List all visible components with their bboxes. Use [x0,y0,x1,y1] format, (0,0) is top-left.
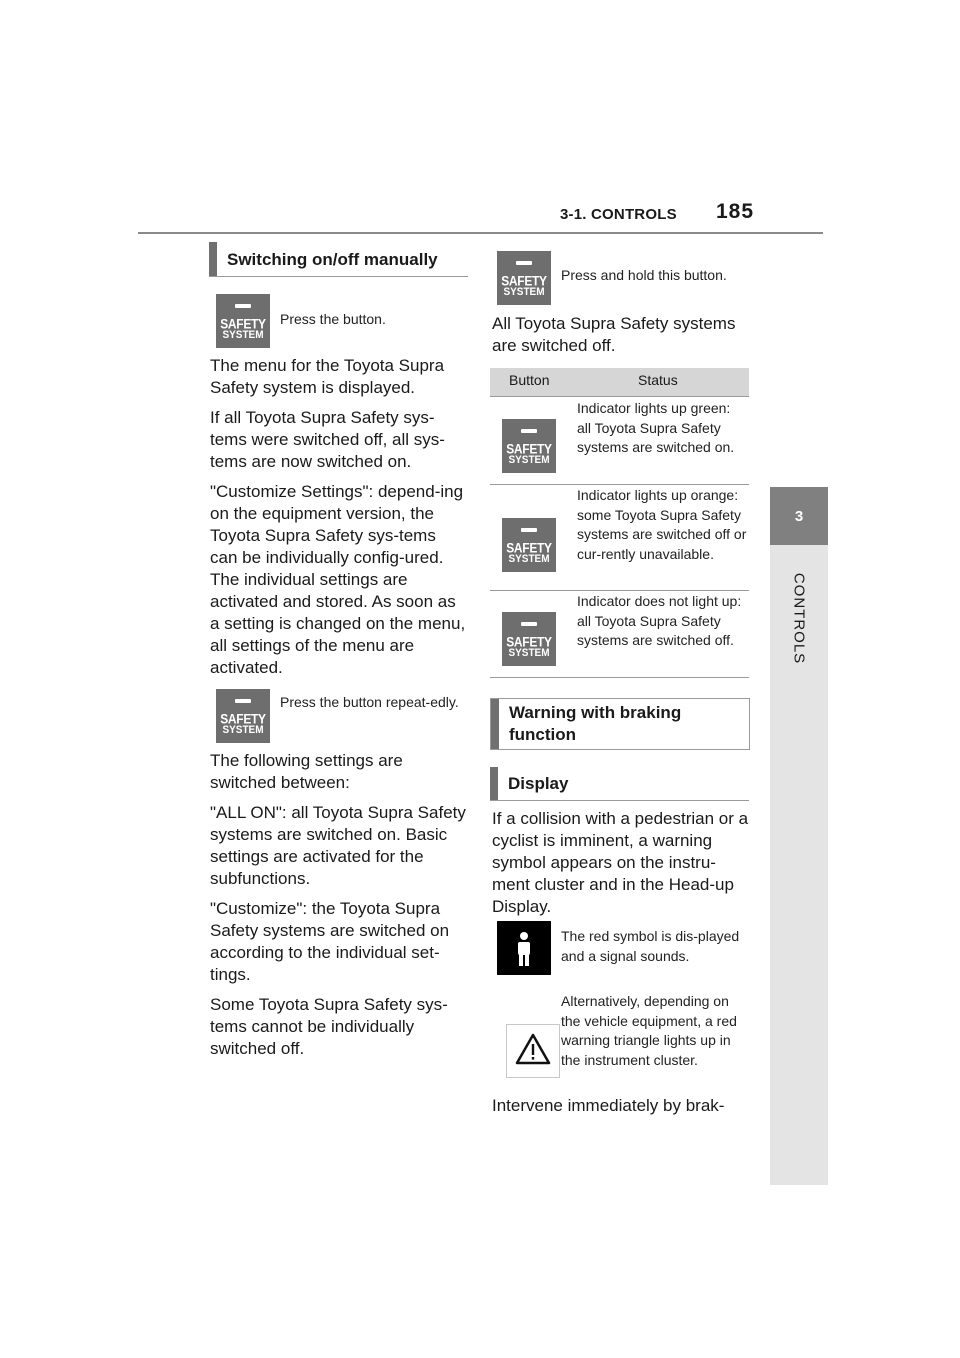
indicator-dash [516,261,532,265]
pedestrian-glyph [497,921,551,975]
icon-text-line2: SYSTEM [222,724,264,737]
chapter-tab: 3 [770,487,828,545]
status-table-header [490,368,749,397]
column-header-button: Button [509,372,550,388]
heading-switching-manually [209,242,468,277]
status-text: Indicator does not light up: all Toyota Supra Safety systems are switched off. [577,593,742,648]
status-text: Indicator lights up green: all Toyota Supra Safety systems are switched on. [577,400,735,455]
safety-system-button-icon [216,689,270,743]
heading-text: Display [508,774,569,793]
heading-display [490,767,749,801]
warning-triangle-icon [506,1024,560,1078]
icon-text-line2: SYSTEM [508,647,550,660]
table-row [490,397,749,485]
safety-system-button-icon [502,612,556,666]
paragraph: If all Toyota Supra Safety sys-tems were switched off, all sys-tems are now switched on. [210,408,445,471]
paragraph: The following settings are switched between: [210,751,403,792]
triangle-caption: Alternatively, depending on the vehicle equipment, a red warning triangle lights up in the instrument cluster. [561,993,737,1068]
table-row [490,590,749,678]
final-text: Intervene immediately by brak- [492,1096,725,1115]
table-row [490,484,749,591]
status-text: Indicator lights up orange: some Toyota Supra Safety systems are switched off or cur-rently unavailable. [577,487,747,562]
indicator-dash [521,622,537,626]
chapter-label: CONTROLS [790,572,808,665]
icon-text-line2: SYSTEM [508,553,550,566]
paragraph-block [210,750,466,1068]
heading-bar [491,699,499,749]
icon-text-line2: SYSTEM [503,286,545,299]
warning-triangle-glyph [507,1025,559,1077]
indicator-dash [521,429,537,433]
icon-text-line1: SAFETY [220,315,266,333]
indicator-dash [235,699,251,703]
paragraph: Some Toyota Supra Safety sys-tems cannot be individually switched off. [210,995,448,1058]
heading-bar [490,767,498,800]
indicator-dash [235,304,251,308]
paragraph: "ALL ON": all Toyota Supra Safety systems are switched on. Basic settings are activated for the subfunctions. [210,803,466,888]
header-rule [138,232,823,234]
safety-system-button-icon [497,251,551,305]
pedestrian-caption: The red symbol is dis-played and a signal sounds. [561,928,740,964]
icon-text-line1: SAFETY [506,633,552,651]
icon-text-line2: SYSTEM [508,454,550,467]
safety-system-button-icon [216,294,270,348]
safety-system-button-icon [502,419,556,473]
indicator-dash [521,528,537,532]
heading-text: Switching on/off manually [227,250,438,269]
icon-text-line1: SAFETY [506,440,552,458]
icon-caption: Press the button repeat-edly. [280,694,459,710]
heading-text: Warning with braking function [509,703,682,744]
icon-text-line2: SYSTEM [222,329,264,342]
icon-caption: Press and hold this button. [561,267,727,283]
paragraph: "Customize Settings": depend-ing on the equipment version, the Toyota Supra Safety sys-tems can be individually config-ured. The individual settings are activated and stored. As soon as a setting is changed on the menu, all settings of the menu are activated. [210,482,466,677]
heading-warning-braking [490,698,750,750]
icon-text-line1: SAFETY [506,539,552,557]
safety-system-button-icon [502,518,556,572]
paragraph-block [210,355,466,687]
icon-text-line1: SAFETY [501,272,547,290]
intro-text: All Toyota Supra Safety systems are switched off. [492,314,736,355]
section-title: 3-1. CONTROLS [560,206,677,223]
icon-text-line1: SAFETY [220,710,266,728]
pedestrian-icon [497,921,551,975]
paragraph: "Customize": the Toyota Supra Safety systems are switched on according to the individual set-tings. [210,899,450,984]
page-number: 185 [716,200,755,223]
heading-bar [209,242,217,276]
icon-caption: Press the button. [280,311,386,327]
paragraph: The menu for the Toyota Supra Safety system is displayed. [210,356,445,397]
display-text: If a collision with a pedestrian or a cyclist is imminent, a warning symbol appears on the instru-ment cluster and in the Head-up Display. [492,809,749,916]
column-header-status: Status [638,372,678,388]
